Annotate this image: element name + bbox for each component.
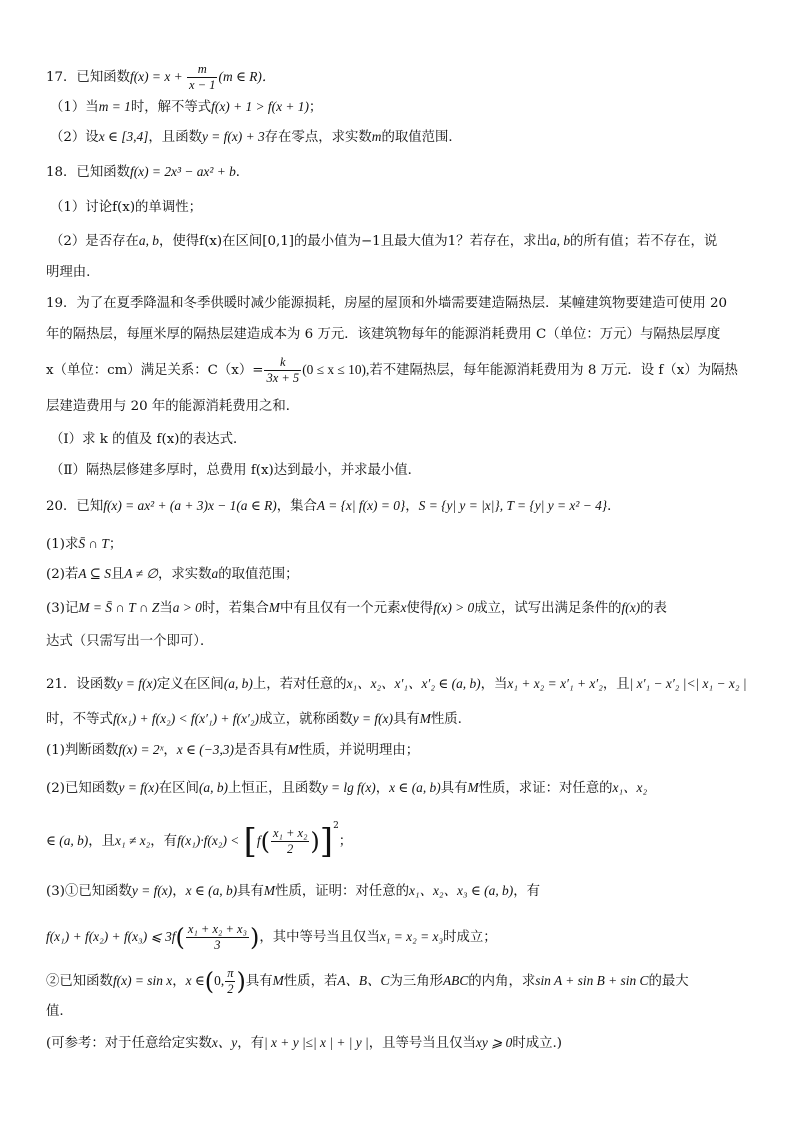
formula: f(x) + 1 > f(x + 1) (211, 99, 309, 114)
numerator: k (280, 355, 286, 369)
formula: M (419, 711, 431, 726)
text: ，且等号当且仅当 (368, 1036, 476, 1051)
q18-title (46, 163, 754, 182)
formula: (0 ≤ x ≤ 10), (302, 362, 370, 377)
f-symbol: f (256, 833, 261, 848)
text: 的取值范围． (381, 130, 462, 145)
formula: x ∈ (185, 973, 205, 988)
zero: 0, (214, 973, 225, 988)
text: 当 (159, 601, 173, 616)
formula: ∈ (a, b) (46, 833, 89, 848)
text: ． (235, 165, 250, 180)
text: 中有且仅有一个元素 (279, 601, 401, 616)
fraction (271, 826, 309, 857)
formula: M (272, 973, 284, 988)
formula: M = S̄ ∩ T ∩ Z (78, 600, 160, 615)
q20-title (46, 497, 754, 516)
formula: (m ∈ R)． (218, 69, 276, 84)
left-bracket: [ (243, 821, 257, 862)
q20-part3 (46, 599, 754, 618)
text: 使得 (406, 601, 434, 616)
formula: y = lg f(x) (321, 780, 376, 795)
formula: A ≠ ∅ (124, 566, 158, 581)
formula: xy ⩾ 0 (475, 1035, 513, 1050)
text: 的最大 (648, 974, 689, 989)
text: 具有 (237, 884, 264, 899)
q21-part4 (46, 966, 754, 997)
right-paren: ) (249, 923, 260, 952)
formula: y = f(x) + 3 (201, 129, 265, 144)
q18-part2-cont: 明理由. (46, 265, 91, 280)
denominator: 3 (186, 937, 249, 953)
formula: f(x) = x + (130, 69, 186, 84)
text: 18．已知函数 (46, 165, 130, 180)
formula: (a, b) (223, 676, 253, 691)
formula: x₁ ≠ x₂ (115, 833, 151, 848)
formula: y = f(x) (131, 883, 173, 898)
formula: f(x) = sin x (112, 973, 173, 988)
formula: x ∈ [3,4] (98, 129, 149, 144)
formula: x ∈ (a, b) (389, 780, 441, 795)
formula: | x′₁ − x′₂ |<| x₁ − x₂ | (629, 676, 747, 691)
formula: x₁ + x₂ = x′₁ + x′₂ (507, 676, 603, 691)
text: ，当 (480, 677, 508, 692)
text: ； (108, 537, 123, 552)
formula: f(x₁) + f(x₂) + f(x₃) ⩽ 3f (46, 929, 176, 944)
q21-line2 (46, 710, 754, 729)
formula: M (268, 600, 280, 615)
right-paren: ) (310, 827, 320, 856)
q19-line4: 层建造费用与 20 年的能源消耗费用之和． (46, 399, 300, 414)
text: ②已知函数 (46, 974, 113, 989)
fraction (264, 355, 301, 386)
formula: S̄ ∩ T (78, 536, 109, 551)
formula: f(x) > 0 (433, 600, 475, 615)
formula: (a, b) (198, 780, 228, 795)
left-paren: ( (204, 967, 215, 996)
fraction (186, 922, 249, 953)
text: 定义在区间 (156, 677, 224, 692)
left-paren: ( (175, 923, 185, 952)
text: 存在零点，求实数 (264, 130, 372, 145)
q19-part2: （Ⅱ）隔热层修建多厚时，总费用 f(x)达到最小，并求最小值． (50, 463, 422, 478)
q21-reference (46, 1034, 754, 1053)
text: （2）设 (50, 130, 99, 145)
text: x（单位：cm）满足关系：C（x）= (46, 363, 264, 378)
formula: a > 0 (172, 600, 202, 615)
text: ，有 (513, 884, 540, 899)
q21-part2-cont (46, 820, 754, 862)
text: 在区间 (158, 781, 199, 796)
text: ，有 (150, 834, 178, 849)
text: ， (405, 499, 419, 514)
q19-line2: 年的隔热层，每厘米厚的隔热层建造成本为 6 万元．该建筑物每年的能源消耗费用 C（单位：万元）与隔热层厚度 (46, 327, 721, 342)
text: ，其中等号当且仅当 (259, 930, 380, 945)
numerator: x₁ + x₂ + x₃ (187, 922, 247, 936)
text: 21．设函数 (46, 677, 117, 692)
q21-line1 (46, 675, 754, 694)
text: 且 (110, 567, 125, 582)
formula: M (263, 883, 276, 898)
formula: x ∈ (−3,3) (176, 742, 234, 757)
formula: x₁、x₂、x₃ ∈ (a, b) (408, 883, 514, 898)
formula: ABC (443, 973, 469, 988)
formula: f(x) (621, 600, 641, 615)
text: （1）当 (50, 100, 99, 115)
numerator: x₁ + x₂ (272, 826, 308, 840)
fraction (187, 62, 217, 93)
text: （2）是否存在 (50, 234, 139, 249)
text: ，且函数 (148, 130, 202, 145)
text: ， (375, 781, 390, 796)
q17-title (46, 62, 754, 93)
text: 上恒正，且函数 (227, 781, 322, 796)
q19-line3 (46, 355, 754, 386)
formula: A = {x| f(x) = 0} (316, 498, 406, 513)
text: 时，若集合 (201, 601, 269, 616)
formula: x₁、x₂、x′₁、x′₂ ∈ (a, b) (346, 676, 481, 691)
text: ． (607, 499, 621, 514)
q20-part2 (46, 565, 754, 584)
text: ，集合 (276, 499, 317, 514)
formula: x₁、x₂ (612, 780, 648, 795)
text: 时，解不等式 (130, 100, 212, 115)
text: 若不建隔热层，每年能源消耗费用为 8 万元．设 f（x）为隔热 (369, 363, 738, 378)
text: 的取值范围； (218, 567, 299, 582)
formula: x₁ = x₂ = x₃ (379, 929, 444, 944)
formula: y = f(x) (352, 711, 393, 726)
text: (可参考：对于任意给定实数 (46, 1036, 212, 1051)
text: (2)已知函数 (46, 781, 119, 796)
formula: y = f(x) (116, 676, 157, 691)
formula: A ⊆ S (78, 566, 111, 581)
q20-part1 (46, 535, 754, 554)
formula: m (371, 129, 382, 144)
formula: f(x₁)·f(x₂) < (177, 833, 240, 848)
formula: f(x) = 2ˣ (118, 742, 164, 757)
formula: M (467, 780, 479, 795)
text: 时成立.) (512, 1036, 563, 1051)
text: ； (308, 100, 323, 115)
text: ，且 (88, 834, 116, 849)
text: 的内角，求 (468, 974, 536, 989)
text: 性质，若 (283, 974, 338, 989)
text: 具有 (392, 712, 420, 727)
formula: | x + y |≤| x | + | y | (263, 1035, 369, 1050)
formula: x ∈ (a, b) (185, 883, 238, 898)
text: 上，若对任意的 (252, 677, 347, 692)
q17-part1 (50, 98, 754, 117)
text: 时，不等式 (46, 712, 113, 727)
formula: a, b (549, 233, 571, 248)
q17-part2 (50, 128, 754, 147)
text: (1)判断函数 (46, 743, 119, 758)
text: ，且 (602, 677, 630, 692)
text: 20．已知 (46, 499, 104, 514)
text: 性质，并说明理由； (298, 743, 420, 758)
text: 的所有值；若不存在，说 (570, 234, 718, 249)
text: 具有 (440, 781, 468, 796)
formula: a (211, 566, 219, 581)
text: (3)记 (46, 601, 79, 616)
text: 是否具有 (233, 743, 288, 758)
text: ，求实数 (157, 567, 212, 582)
formula: A、B、C (337, 973, 390, 988)
q18-part2 (50, 232, 754, 251)
formula: sin A + sin B + sin C (535, 973, 649, 988)
formula: x、y (211, 1035, 238, 1050)
q21-part2 (46, 779, 754, 798)
text: ， (163, 743, 177, 758)
text: 性质. (430, 712, 462, 727)
q21-part3 (46, 882, 754, 901)
fraction (225, 966, 235, 997)
text: ； (338, 834, 353, 849)
q21-part3-ineq (46, 922, 754, 953)
formula: m = 1 (98, 99, 131, 114)
formula: M (287, 742, 299, 757)
denominator: 2 (225, 981, 235, 997)
denominator: 3x + 5 (266, 371, 300, 385)
right-paren: ) (236, 967, 246, 996)
q21-part1 (46, 741, 754, 760)
text: 的表 (640, 601, 667, 616)
text: 17．已知函数 (46, 70, 130, 85)
denominator: 2 (271, 841, 309, 857)
formula: y = f(x) (118, 780, 159, 795)
formula: f(x) = 2x³ − ax² + b (130, 164, 236, 179)
q19-line1: 19．为了在夏季降温和冬季供暖时减少能源损耗，房屋的屋顶和外墙需要建造隔热层．某幢建筑物要建造可使用 20 (46, 296, 728, 311)
text: 具有 (245, 974, 273, 989)
formula: f(x) = ax² + (a + 3)x − 1(a ∈ R) (103, 498, 277, 513)
text: (1)求 (46, 537, 79, 552)
text: 性质，证明：对任意的 (275, 884, 409, 899)
formula: x (400, 600, 407, 615)
left-paren: ( (260, 827, 270, 856)
formula: f(x₁) + f(x₂) < f(x′₁) + f(x′₂) (112, 711, 259, 726)
formula: a, b (138, 233, 159, 248)
q20-part3-cont: 达式（只需写出一个即可）． (46, 634, 214, 649)
text: (2)若 (46, 567, 79, 582)
text: ， (172, 974, 186, 989)
numerator: π (227, 966, 234, 980)
q21-part4-cont: 值. (46, 1004, 64, 1019)
text: ，使得f(x)在区间[0,1]的最小值为−1且最大值为1？若存在，求出 (158, 234, 550, 249)
text: 成立，试写出满足条件的 (474, 601, 622, 616)
text: 为三角形 (389, 974, 443, 989)
q19-part1: （Ⅰ）求 k 的值及 f(x)的表达式． (50, 432, 247, 447)
denominator: x − 1 (189, 78, 216, 92)
numerator: m (197, 62, 207, 76)
q18-part1: （1）讨论f(x)的单调性； (50, 200, 202, 215)
right-bracket: ] (319, 821, 334, 862)
text: 性质，求证：对任意的 (478, 781, 613, 796)
exponent: 2 (333, 820, 339, 831)
formula: S = {y| y = |x|}, T = {y| y = x² − 4} (418, 498, 608, 513)
text: (3)①已知函数 (46, 884, 132, 899)
text: 成立，就称函数 (258, 712, 353, 727)
text: ，有 (237, 1036, 264, 1051)
text: 时成立； (443, 930, 497, 945)
text: ， (172, 884, 186, 899)
